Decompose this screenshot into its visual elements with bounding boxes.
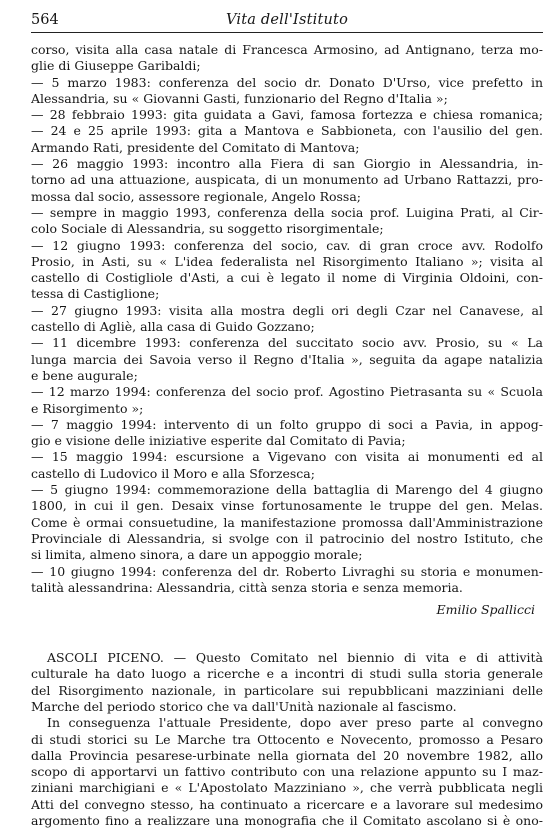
activity-text-line: — 5 giugno 1994: commemorazione della battaglia di Marengo del 4 giugno bbox=[31, 482, 543, 498]
activity-text-line: — 12 giugno 1993: conferenza del socio, cav. di gran croce avv. Rodolfo bbox=[31, 237, 543, 253]
page-body bbox=[31, 42, 543, 829]
activity-text-line: — sempre in maggio 1993, conferenza della socia prof. Luigina Prati, al Cir- bbox=[31, 204, 543, 220]
activity-text-line: torno ad una attuazione, auspicata, di un monumento ad Urbano Rattazzi, pro- bbox=[31, 172, 543, 188]
activity-text-line: Come è ormai consuetudine, la manifestazione promossa dall'Amministrazione bbox=[31, 514, 543, 530]
activity-text-line: — 28 febbraio 1993: gita guidata a Gavi, famosa fortezza e chiesa romanica; bbox=[31, 107, 543, 123]
activity-text-line: colo Sociale di Alessandria, su soggetto risorgimentale; bbox=[31, 221, 384, 237]
activity-text-line: — 24 e 25 aprile 1993: gita a Mantova e Sabbioneta, con l'ausilio del gen. bbox=[31, 123, 543, 139]
section-gap bbox=[31, 622, 543, 650]
paragraph-text-line: In conseguenza l'attuale Presidente, dopo aver preso parte al convegno bbox=[47, 715, 543, 731]
activity-text-line: e bene augurale; bbox=[31, 367, 138, 383]
activity-text-line: — 26 maggio 1993: incontro alla Fiera di san Giorgio in Alessandria, in- bbox=[31, 156, 543, 172]
paragraph-text-line: del Risorgimento nazionale, in particolare sui repubblicani mazziniani delle bbox=[31, 682, 543, 698]
activity-text-line: — 12 marzo 1994: conferenza del socio prof. Agostino Pietrasanta su « Scuola bbox=[31, 384, 543, 400]
activity-text-line: Armando Rati, presidente del Comitato di Mantova; bbox=[31, 139, 360, 155]
activity-text-line: 1800, in cui il gen. Desaix vinse fortunosamente le truppe del gen. Melas. bbox=[31, 498, 543, 514]
activity-text-line: castello di Agliè, alla casa di Guido Gozzano; bbox=[31, 319, 315, 335]
paragraph-text-line: ziniani marchigiani e « L'Apostolato Mazziniano », che verrà pubblicata negli bbox=[31, 780, 543, 796]
activity-text-line: corso, visita alla casa natale di Francesca Armosino, ad Antignano, terza mo- bbox=[31, 42, 543, 57]
activity-text-line: — 10 giugno 1994: conferenza del dr. Roberto Livraghi su storia e monumen- bbox=[31, 563, 543, 579]
activity-text-line: gio e visione delle iniziative esperite dal Comitato di Pavia; bbox=[31, 433, 406, 449]
paragraph-text-line: culturale ha dato luogo a ricerche e a incontri di studi sulla storia generale bbox=[31, 666, 543, 682]
paragraph-text-line: ASCOLI PICENO. — Questo Comitato nel biennio di vita e di attività bbox=[47, 650, 543, 666]
activity-text-line: — 15 maggio 1994: escursione a Vigevano con visita ai monumenti ed al bbox=[31, 449, 543, 465]
ascoli-piceno-section bbox=[31, 650, 543, 829]
author-signature: Emilio Spallicci bbox=[436, 602, 535, 618]
activity-text-line: castello di Ludovico il Moro e alla Sforzesca; bbox=[31, 465, 315, 481]
activity-text-line: — 11 dicembre 1993: conferenza del succitato socio avv. Prosio, su « La bbox=[31, 335, 543, 351]
activity-text-line: e Risorgimento »; bbox=[31, 400, 144, 416]
activity-text-line: castello di Costigliole d'Asti, a cui è legato il nome di Virginia Oldoini, con- bbox=[31, 270, 543, 286]
activity-text-line: tessa di Castiglione; bbox=[31, 286, 160, 302]
paragraph-text-line: dalla Provincia pesarese-urbinate nella giornata del 20 novembre 1982, allo bbox=[31, 747, 543, 763]
paragraph-text-line: argomento fino a realizzare una monografia che il Comitato ascolano si è ono- bbox=[31, 813, 543, 829]
activity-text-line: — 7 maggio 1994: intervento di un folto gruppo di soci a Pavia, in appog- bbox=[31, 416, 543, 432]
activity-text-line: lunga marcia dei Savoia verso il Regno d'Italia », seguita da agape natalizia bbox=[31, 351, 543, 367]
activity-text-line: — 27 giugno 1993: visita alla mostra degli ori degli Czar nel Canavese, al bbox=[31, 302, 543, 318]
document-page bbox=[31, 12, 543, 829]
paragraph-text-line: Marche del periodo storico che va dall'Unità nazionale al fascismo. bbox=[31, 698, 457, 714]
activity-text-line: Alessandria, su « Giovanni Gasti, funzionario del Regno d'Italia »; bbox=[31, 90, 448, 106]
activity-text-line: talità alessandrina: Alessandria, città senza storia e senza memoria. bbox=[31, 579, 463, 595]
activity-text-line: mossa dal socio, assessore regionale, Angelo Rossa; bbox=[31, 188, 361, 204]
paragraph-text-line: di studi storici su Le Marche tra Ottocento e Novecento, promosso a Pesaro bbox=[31, 731, 543, 747]
activity-text-line: — 5 marzo 1983: conferenza del socio dr. Donato D'Urso, vice prefetto in bbox=[31, 74, 543, 90]
paragraph-text-line: Atti del convegno stesso, ha continuato a ricercare e a lavorare sul medesimo bbox=[31, 796, 543, 812]
activity-text-line: si limita, almeno sinora, a dare un appoggio morale; bbox=[31, 547, 363, 563]
activity-text-line: Prosio, in Asti, su « L'idea federalista nel Risorgimento Italiano »; visita al bbox=[31, 253, 543, 269]
paragraph-text-line: scopo di apportarvi un fattivo contributo con una relazione appunto su I maz- bbox=[31, 764, 543, 780]
piemonte-activities-list bbox=[31, 42, 543, 596]
running-title: Vita dell'Istituto bbox=[225, 12, 348, 28]
page-number: 564 bbox=[31, 12, 59, 28]
activity-text-line: glie di Giuseppe Garibaldi; bbox=[31, 58, 201, 74]
page-header bbox=[31, 12, 543, 33]
activity-text-line: Provinciale di Alessandria, si svolge con il patrocinio del nostro Istituto, che bbox=[31, 530, 543, 546]
